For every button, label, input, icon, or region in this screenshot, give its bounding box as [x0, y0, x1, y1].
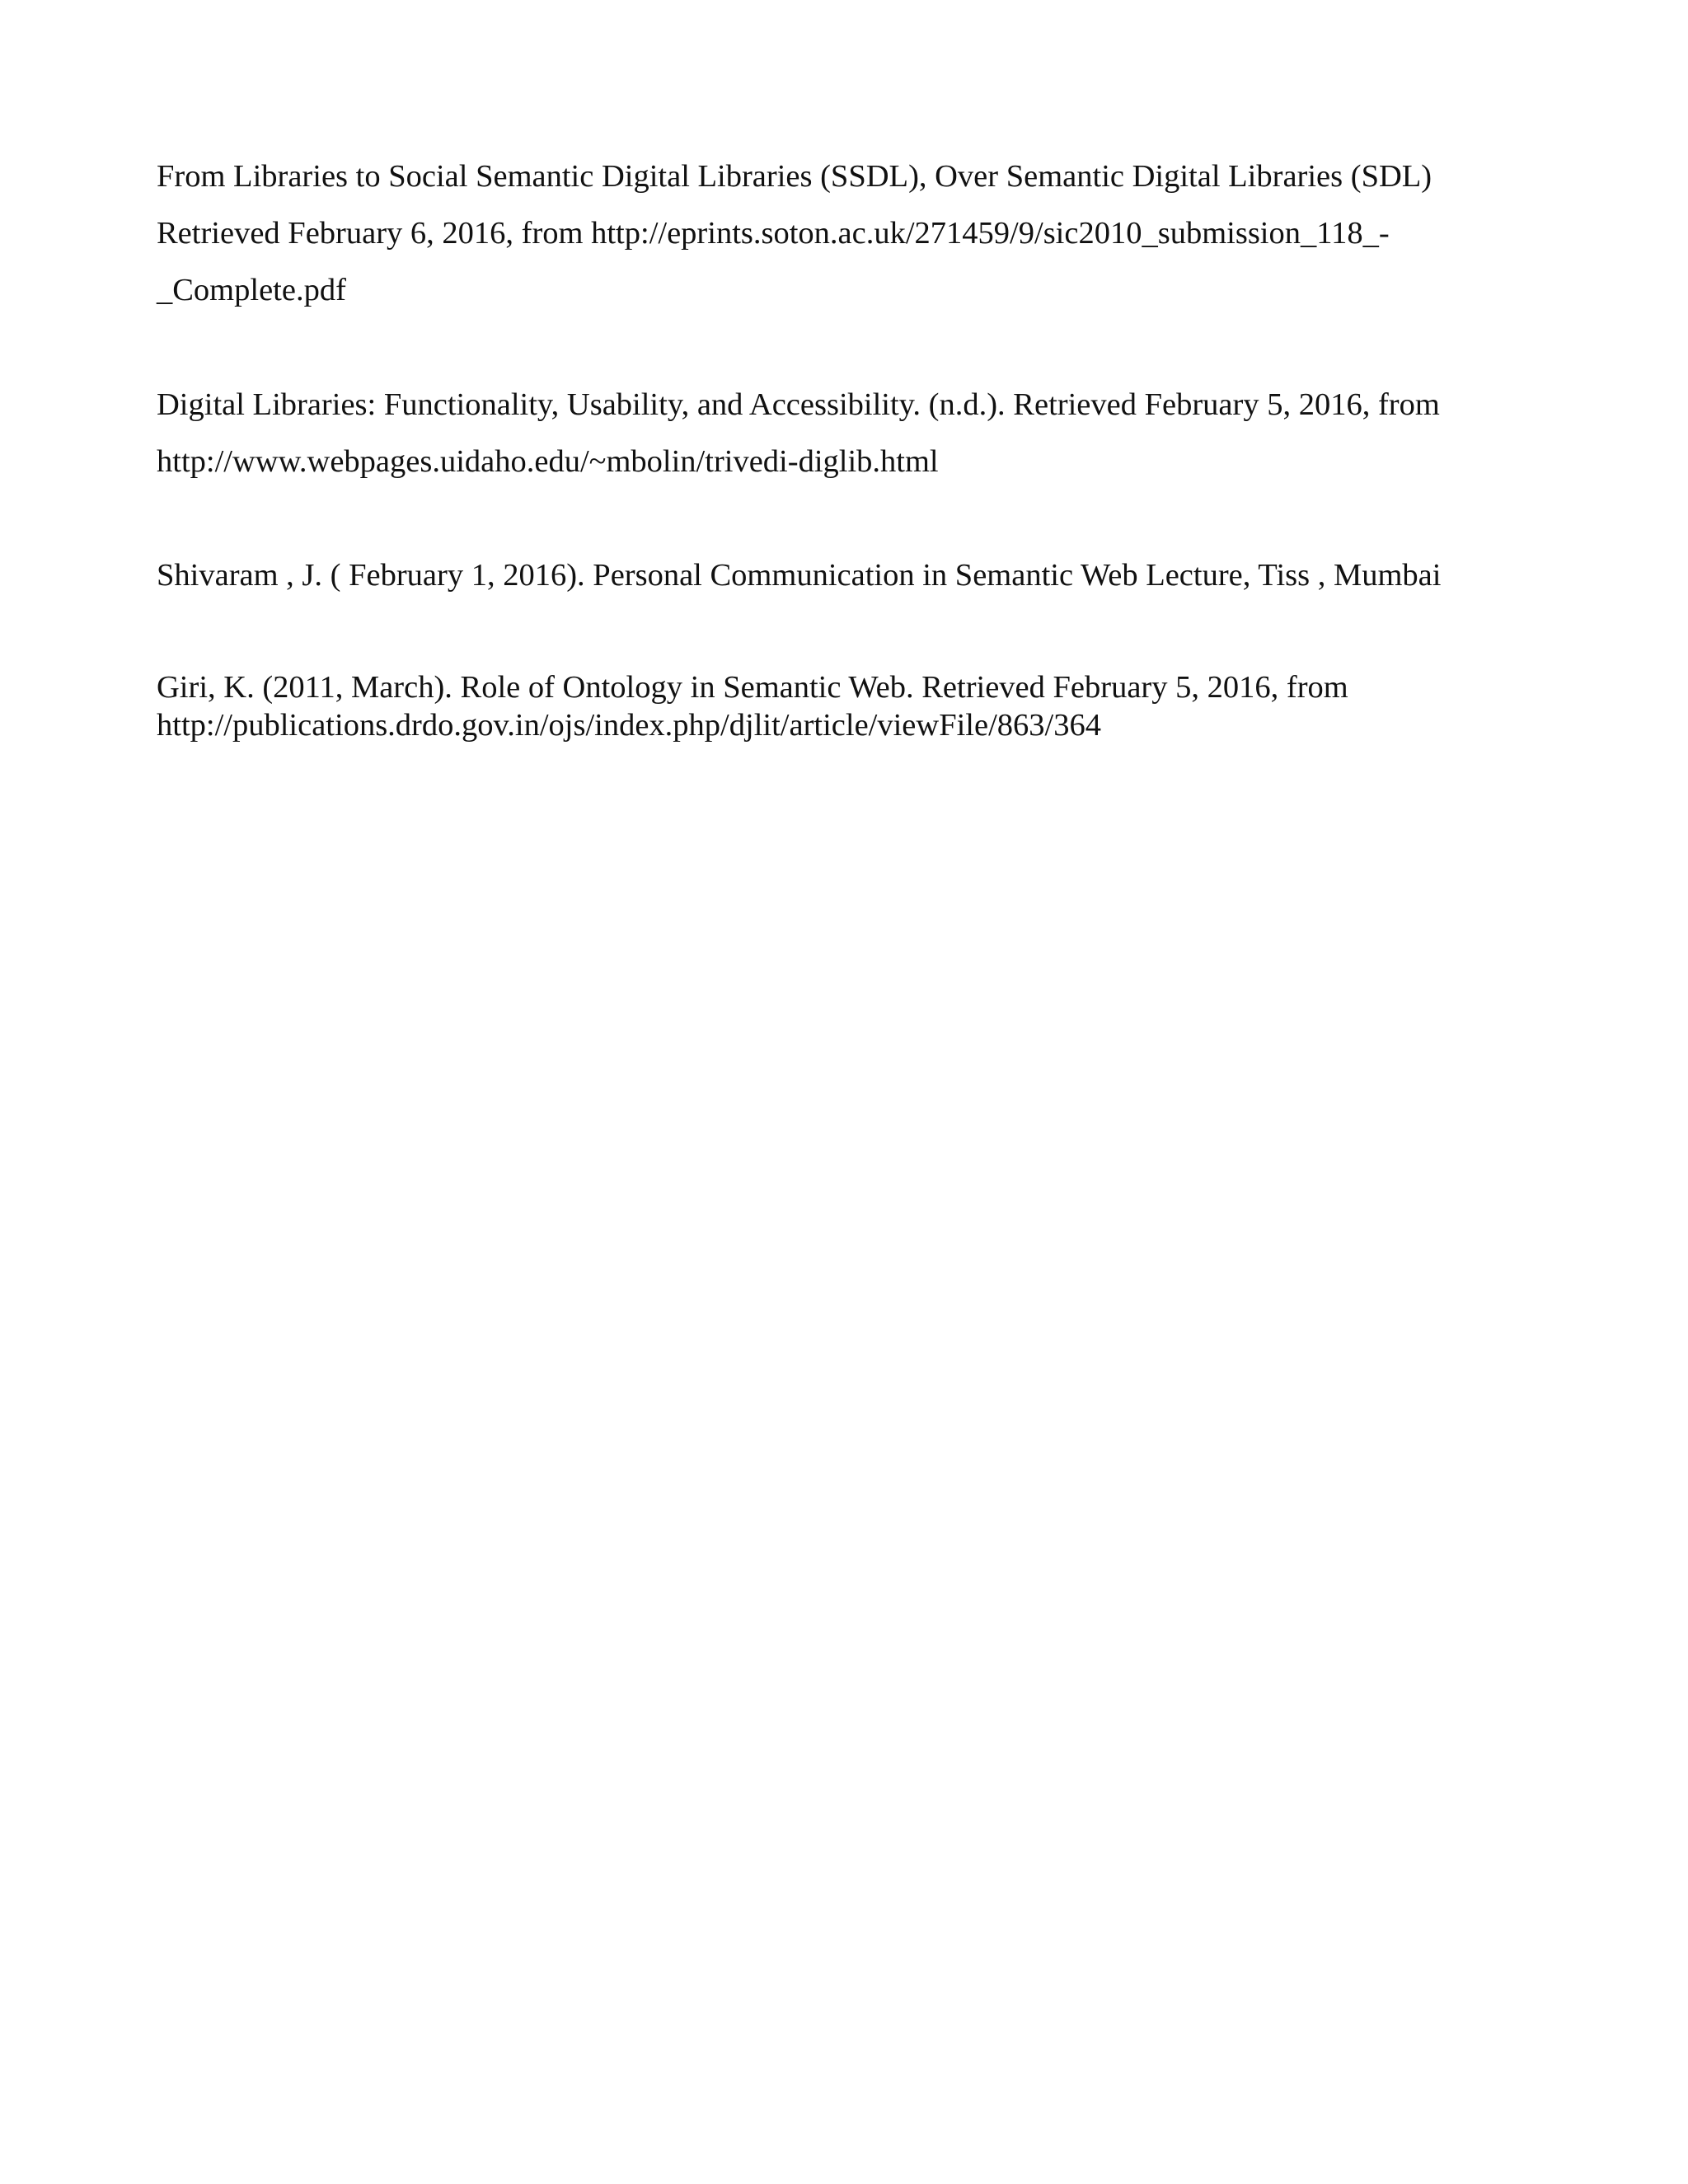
reference-entry-giri: [157, 668, 1558, 744]
reference-line: _Complete.pdf: [157, 273, 346, 307]
reference-line: http://publications.drdo.gov.in/ojs/index.php/djlit/article/viewFile/863/364: [157, 708, 1101, 743]
reference-entry-digital-libraries: [157, 377, 1558, 490]
reference-line: http://www.webpages.uidaho.edu/~mbolin/trivedi-diglib.html: [157, 444, 939, 479]
reference-line: Retrieved February 6, 2016, from http://eprints.soton.ac.uk/271459/9/sic2010_submission_118_-: [157, 216, 1390, 251]
reference-line: Digital Libraries: Functionality, Usability, and Accessibility. (n.d.). Retrieved February 5, 2016, from: [157, 387, 1440, 422]
reference-entry-ssdl: [157, 148, 1558, 319]
reference-line: Giri, K. (2011, March). Role of Ontology in Semantic Web. Retrieved February 5, 2016, from: [157, 670, 1348, 705]
reference-entry-shivaram: [157, 547, 1558, 604]
reference-line: Shivaram , J. ( February 1, 2016). Personal Communication in Semantic Web Lecture, Tiss , Mumbai: [157, 558, 1442, 593]
reference-line: From Libraries to Social Semantic Digital Libraries (SSDL), Over Semantic Digital Libraries (SDL): [157, 159, 1432, 194]
